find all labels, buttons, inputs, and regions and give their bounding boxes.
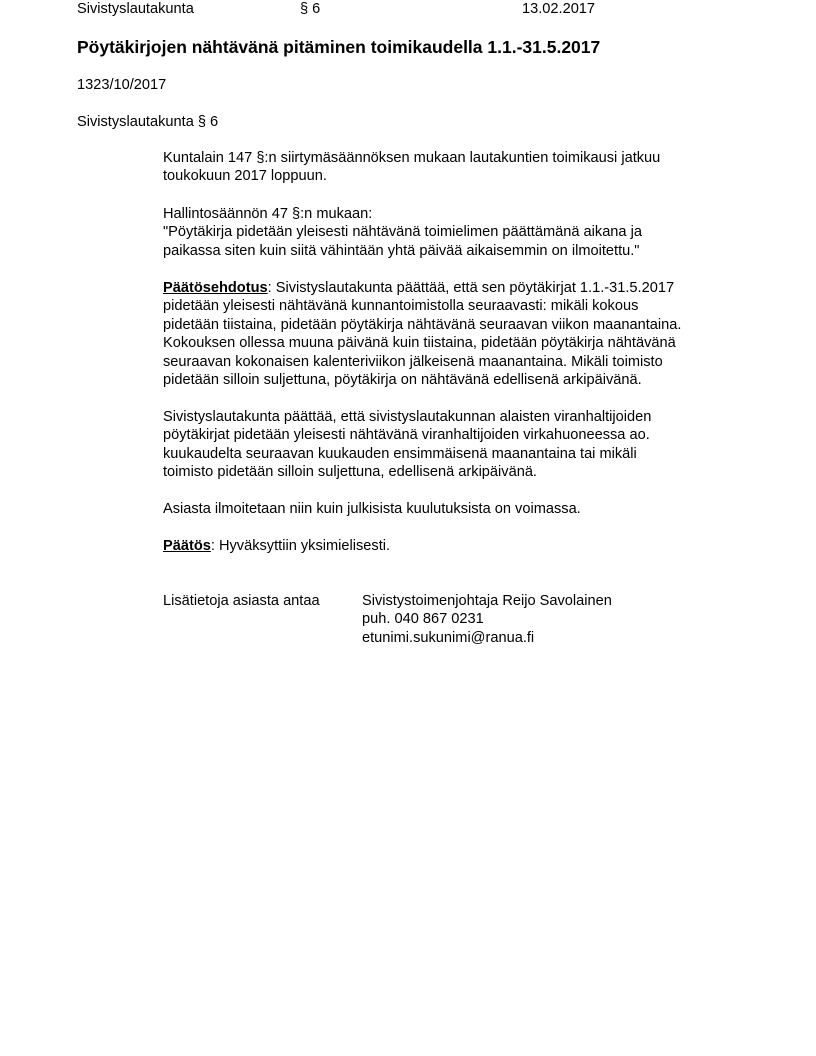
proposal-first-line: : Sivistyslautakunta päättää, että sen pöytäkirjat 1.1.-31.5.2017: [267, 280, 675, 296]
text-line: Sivistyslautakunta päättää, että sivistyslautakunnan alaisten viranhaltijoiden: [163, 409, 652, 425]
decision-label: Päätös: [163, 538, 211, 554]
contact-phone: puh. 040 867 0231: [362, 611, 484, 628]
text-line: kuukaudelta seuraavan kuukauden ensimmäisenä maanantaina tai mikäli: [163, 445, 637, 462]
text-line: paikassa siten kuin siitä vähintään yhtä päivää aikaisemmin on ilmoitettu.": [163, 242, 640, 259]
text-line: pidetään silloin suljettuna, pöytäkirja on nähtävänä edellisenä arkipäivänä.: [163, 371, 642, 388]
text-line: Hallintosäännön 47 §:n mukaan:: [163, 206, 373, 222]
text-line: pidetään yleisesti nähtävänä kunnantoimistolla seuraavasti: mikäli kokous: [163, 298, 639, 315]
text-line: toukokuun 2017 loppuun.: [163, 168, 327, 185]
reference-number: 1323/10/2017: [77, 77, 167, 93]
paragraph-1: [163, 149, 660, 186]
proposal-label: Päätösehdotus: [163, 280, 268, 296]
decision-text: : Hyväksyttiin yksimielisesti.: [210, 538, 391, 554]
contact-name: Sivistystoimenjohtaja Reijo Savolainen: [362, 593, 612, 609]
document-title: Pöytäkirjojen nähtävänä pitäminen toimikaudella 1.1.-31.5.2017: [77, 37, 601, 57]
contact-email: etunimi.sukunimi@ranua.fi: [362, 629, 535, 646]
text-line: Kokouksen ollessa muuna päivänä kuin tiistaina, pidetään pöytäkirja nähtävänä: [163, 335, 676, 352]
paragraph-4: [163, 408, 651, 482]
contact-label: Lisätietoja asiasta antaa: [163, 593, 320, 609]
paragraph-5: Asiasta ilmoitetaan niin kuin julkisista kuulutuksista on voimassa.: [163, 501, 581, 517]
section-heading: Sivistyslautakunta § 6: [77, 114, 219, 130]
decision: [163, 537, 390, 555]
header-section: § 6: [300, 1, 321, 17]
text-line: Kuntalain 147 §:n siirtymäsäännöksen mukaan lautakuntien toimikausi jatkuu: [163, 150, 661, 166]
text-line: toimisto pidetään silloin suljettuna, edellisenä arkipäivänä.: [163, 464, 537, 481]
header-date: 13.02.2017: [522, 1, 596, 17]
paragraph-2: [163, 205, 642, 260]
text-line: pöytäkirjat pidetään yleisesti nähtävänä viranhaltijoiden virkahuoneessa ao.: [163, 427, 650, 444]
header-body: Sivistyslautakunta: [77, 1, 194, 17]
text-line: pidetään tiistaina, pidetään pöytäkirja nähtävänä seuraavan viikon maanantaina.: [163, 316, 682, 333]
text-line: seuraavan kokonaisen kalenteriviikon jälkeisenä maanantaina. Mikäli toimisto: [163, 353, 663, 370]
text-line: "Pöytäkirja pidetään yleisesti nähtävänä toimielimen päättämänä aikana ja: [163, 224, 642, 241]
proposal-paragraph: [163, 279, 681, 389]
contact-details: [362, 592, 612, 647]
